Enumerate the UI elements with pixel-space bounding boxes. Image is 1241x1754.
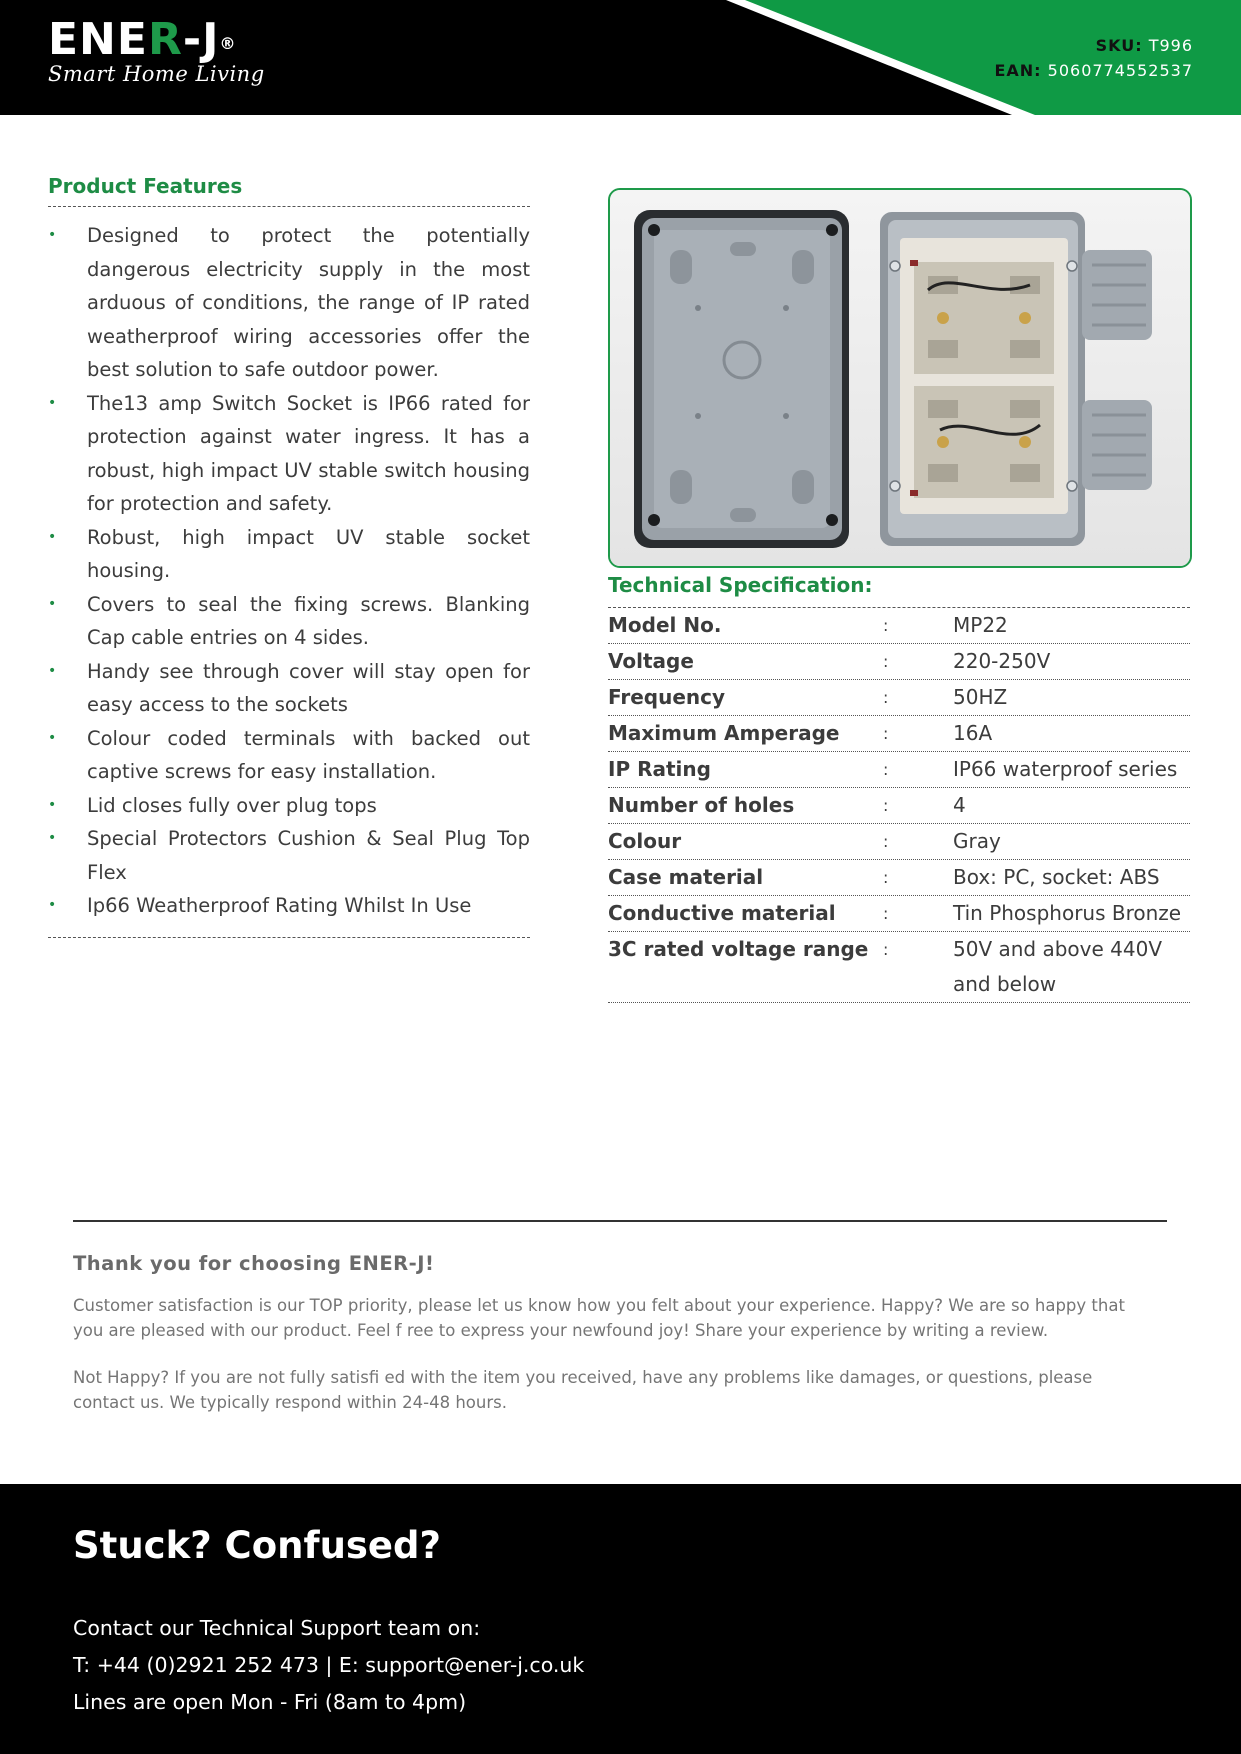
spec-row <box>608 824 1190 860</box>
product-codes <box>994 33 1193 83</box>
spec-label: Number of holes <box>608 793 795 817</box>
spec-label: Conductive material <box>608 901 836 925</box>
feature-item: • The13 amp Switch Socket is IP66 rated for protection against water ingress. It has a robust, high impact UV stable switch housing for protection and safety. <box>48 387 530 521</box>
spec-row <box>608 896 1190 932</box>
spec-separator: : <box>883 724 889 743</box>
spec-value-line: 50HZ <box>953 685 1008 709</box>
spec-value <box>953 716 1190 751</box>
feature-item: • Robust, high impact UV stable socket housing. <box>48 521 530 588</box>
product-features <box>48 174 530 938</box>
support-hours: Lines are open Mon - Fri (8am to 4pm) <box>73 1690 467 1714</box>
feature-item: • Handy see through cover will stay open for easy access to the sockets <box>48 655 530 722</box>
spec-value-line: 50V and above 440V <box>953 937 1163 961</box>
spec-value <box>953 896 1190 931</box>
spec-row <box>608 644 1190 680</box>
spec-value <box>953 860 1190 895</box>
weatherproof-socket-illustration <box>610 190 1190 566</box>
ean-value: 5060774552537 <box>1047 61 1193 80</box>
feature-item: • Special Protectors Cushion & Seal Plug Top Flex <box>48 822 530 889</box>
feature-item: • Designed to protect the potentially dangerous electricity supply in the most arduous of conditions, the range of IP rated weatherproof wiring accessories offer the best solution to safe outdoor power. <box>48 219 530 387</box>
spec-value-line: and below <box>953 972 1057 996</box>
spec-row <box>608 860 1190 896</box>
spec-label: Model No. <box>608 613 722 637</box>
spec-row <box>608 680 1190 716</box>
feature-item: • Covers to seal the fixing screws. Blanking Cap cable entries on 4 sides. <box>48 588 530 655</box>
spec-table <box>608 608 1190 1003</box>
feature-item: • Lid closes fully over plug tops <box>48 789 530 823</box>
spec-value-line: Tin Phosphorus Bronze <box>953 901 1182 925</box>
logo-wordmark: ENER-J® <box>48 14 237 65</box>
footer-title: Stuck? Confused? <box>73 1524 441 1567</box>
spec-row <box>608 752 1190 788</box>
spec-row <box>608 716 1190 752</box>
sku-line <box>994 33 1193 58</box>
spec-label: Colour <box>608 829 682 853</box>
spec-value-line: 220-250V <box>953 649 1051 673</box>
spec-value-line: 16A <box>953 721 993 745</box>
spec-separator: : <box>883 868 889 887</box>
spec-row <box>608 932 1190 1003</box>
spec-value <box>953 932 1190 1002</box>
technical-specification <box>608 573 1190 1003</box>
thank-you-section <box>73 1252 1133 1437</box>
section-divider <box>73 1220 1167 1222</box>
spec-label: Case material <box>608 865 764 889</box>
spec-label: 3C rated voltage range <box>608 937 869 961</box>
spec-row <box>608 788 1190 824</box>
product-photo <box>608 188 1192 568</box>
features-title: Product Features <box>48 174 530 207</box>
feature-item: • Colour coded terminals with backed out captive screws for easy installation. <box>48 722 530 789</box>
spec-label: Maximum Amperage <box>608 721 840 745</box>
logo-tagline: Smart Home Living <box>48 62 265 86</box>
page-header <box>0 0 1241 115</box>
spec-title: Technical Specification: <box>608 573 1190 608</box>
ean-label: EAN: <box>994 61 1042 80</box>
spec-label: Voltage <box>608 649 694 673</box>
support-phone-email: T: +44 (0)2921 252 473 | E: support@ener-j.co.uk <box>73 1653 585 1677</box>
spec-value <box>953 824 1190 859</box>
support-intro: Contact our Technical Support team on: <box>73 1616 481 1640</box>
thanks-title: Thank you for choosing ENER-J! <box>73 1252 435 1275</box>
spec-separator: : <box>883 904 889 923</box>
spec-separator: : <box>883 652 889 671</box>
spec-value-line: IP66 waterproof series <box>953 757 1178 781</box>
spec-label: IP Rating <box>608 757 711 781</box>
spec-value <box>953 680 1190 715</box>
thanks-paragraph-not-happy: Not Happy? If you are not fully satisfi ed with the item you received, have any problems like damages, or questions, please contact us. We typically respond within 24-48 hours. <box>73 1368 1093 1412</box>
support-contact <box>73 1610 584 1721</box>
spec-row <box>608 608 1190 644</box>
spec-value-line: Gray <box>953 829 1001 853</box>
spec-separator: : <box>883 616 889 635</box>
ean-line <box>994 58 1193 83</box>
support-footer <box>0 1484 1241 1754</box>
spec-separator: : <box>883 940 889 959</box>
spec-value <box>953 752 1190 787</box>
spec-value <box>953 644 1190 679</box>
thanks-paragraph-happy: Customer satisfaction is our TOP priority, please let us know how you felt about your experience. Happy? We are so happy that you are pleased with our product. Feel f ree to express your newfound joy! Share your experience by writing a review. <box>73 1296 1125 1340</box>
sku-value: T996 <box>1148 36 1193 55</box>
brand-logo <box>48 16 265 86</box>
spec-value-line: Box: PC, socket: ABS <box>953 865 1160 889</box>
spec-value <box>953 608 1190 643</box>
spec-value-line: 4 <box>953 793 966 817</box>
spec-label: Frequency <box>608 685 726 709</box>
spec-separator: : <box>883 832 889 851</box>
feature-item: • Ip66 Weatherproof Rating Whilst In Use <box>48 889 530 923</box>
spec-value-line: MP22 <box>953 613 1008 637</box>
spec-separator: : <box>883 796 889 815</box>
spec-separator: : <box>883 688 889 707</box>
sku-label: SKU: <box>1095 36 1143 55</box>
spec-separator: : <box>883 760 889 779</box>
features-list <box>48 219 530 938</box>
spec-value <box>953 788 1190 823</box>
